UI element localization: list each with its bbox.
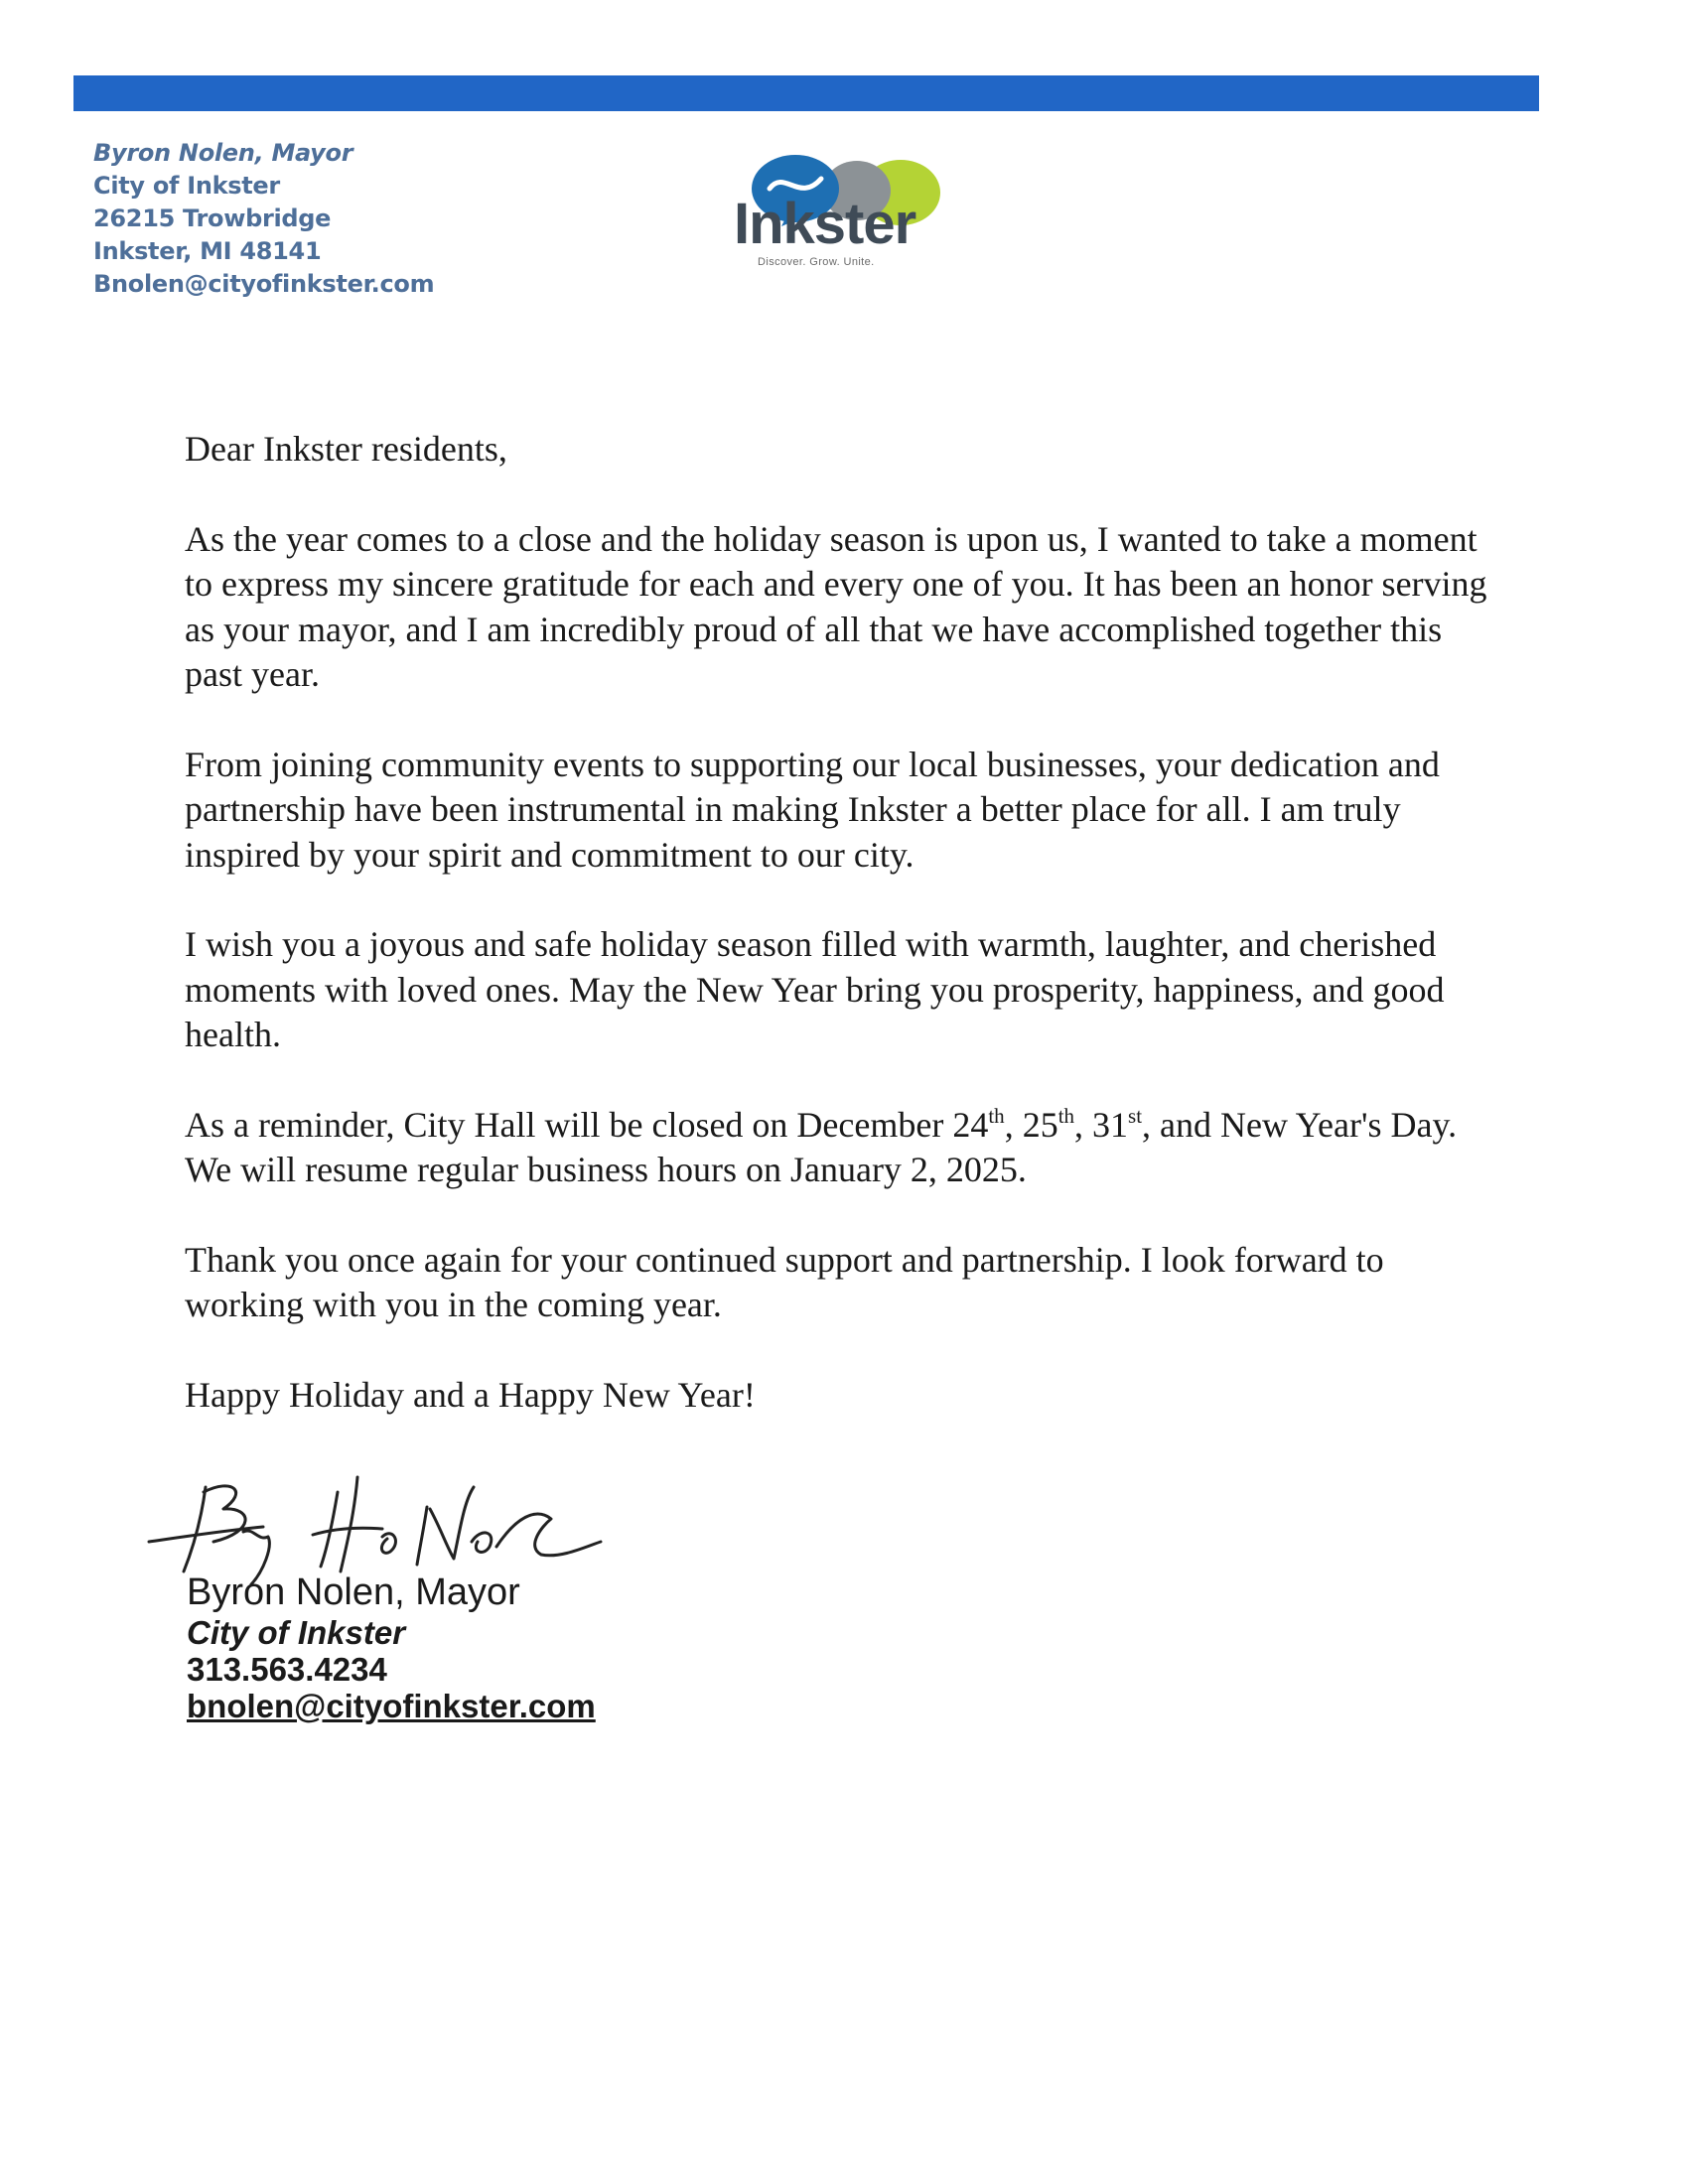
paragraph-4 [185,1103,1505,1193]
sender-name: Byron Nolen, Mayor [93,139,353,167]
sender-city: Inkster, MI 48141 [93,237,322,265]
p4-text: , 25 [1004,1104,1058,1145]
logo-tagline: Discover. Grow. Unite. [758,256,875,268]
greeting: Dear Inkster residents, [185,429,507,469]
p4-text: As a reminder, City Hall will be closed on December 24 [185,1104,989,1145]
signature-name: Byron Nolen, Mayor [187,1571,520,1613]
paragraph-2: From joining community events to supporting our local businesses, your dedication and partnership have been instrumental in making Inkster a better place for all. I am truly inspired by your spirit and commitment to our city. [185,744,1440,875]
p4-text: , and New Year's Day. We will resume regular business hours on January 2, 2025. [185,1104,1458,1189]
paragraph-1: As the year comes to a close and the holiday season is upon us, I wanted to take a moment to express my sincere gratitude for each and every one of you. It has been an honor serving as your mayor, and I am incredibly proud of all that we have accomplished together this past year. [185,518,1487,694]
closing-line: Happy Holiday and a Happy New Year! [185,1374,756,1415]
paragraph-5: Thank you once again for your continued support and partnership. I look forward to working with you in the coming year. [185,1239,1384,1324]
signature-city: City of Inkster [187,1614,406,1651]
paragraph-3: I wish you a joyous and safe holiday season filled with warmth, laughter, and cherished moments with loved ones. May the New Year bring you prosperity, happiness, and good health. [185,924,1445,1054]
signature-phone: 313.563.4234 [187,1651,387,1688]
sender-email: Bnolen@cityofinkster.com [93,270,435,298]
p4-text: , 31 [1074,1104,1129,1145]
sender-street: 26215 Trowbridge [93,205,332,232]
signature-block [187,1570,606,1724]
p4-sup: st [1128,1103,1143,1128]
letter-body [185,427,1505,1462]
sender-org: City of Inkster [93,172,280,200]
logo-wordmark: Inkster [734,192,916,256]
p4-sup: th [1057,1103,1075,1128]
sender-address-block [93,137,434,301]
signature-email-link[interactable]: bnolen@cityofinkster.com [187,1688,596,1724]
inkster-logo [730,149,968,273]
p4-sup: th [988,1103,1005,1128]
header-bar [73,75,1539,111]
